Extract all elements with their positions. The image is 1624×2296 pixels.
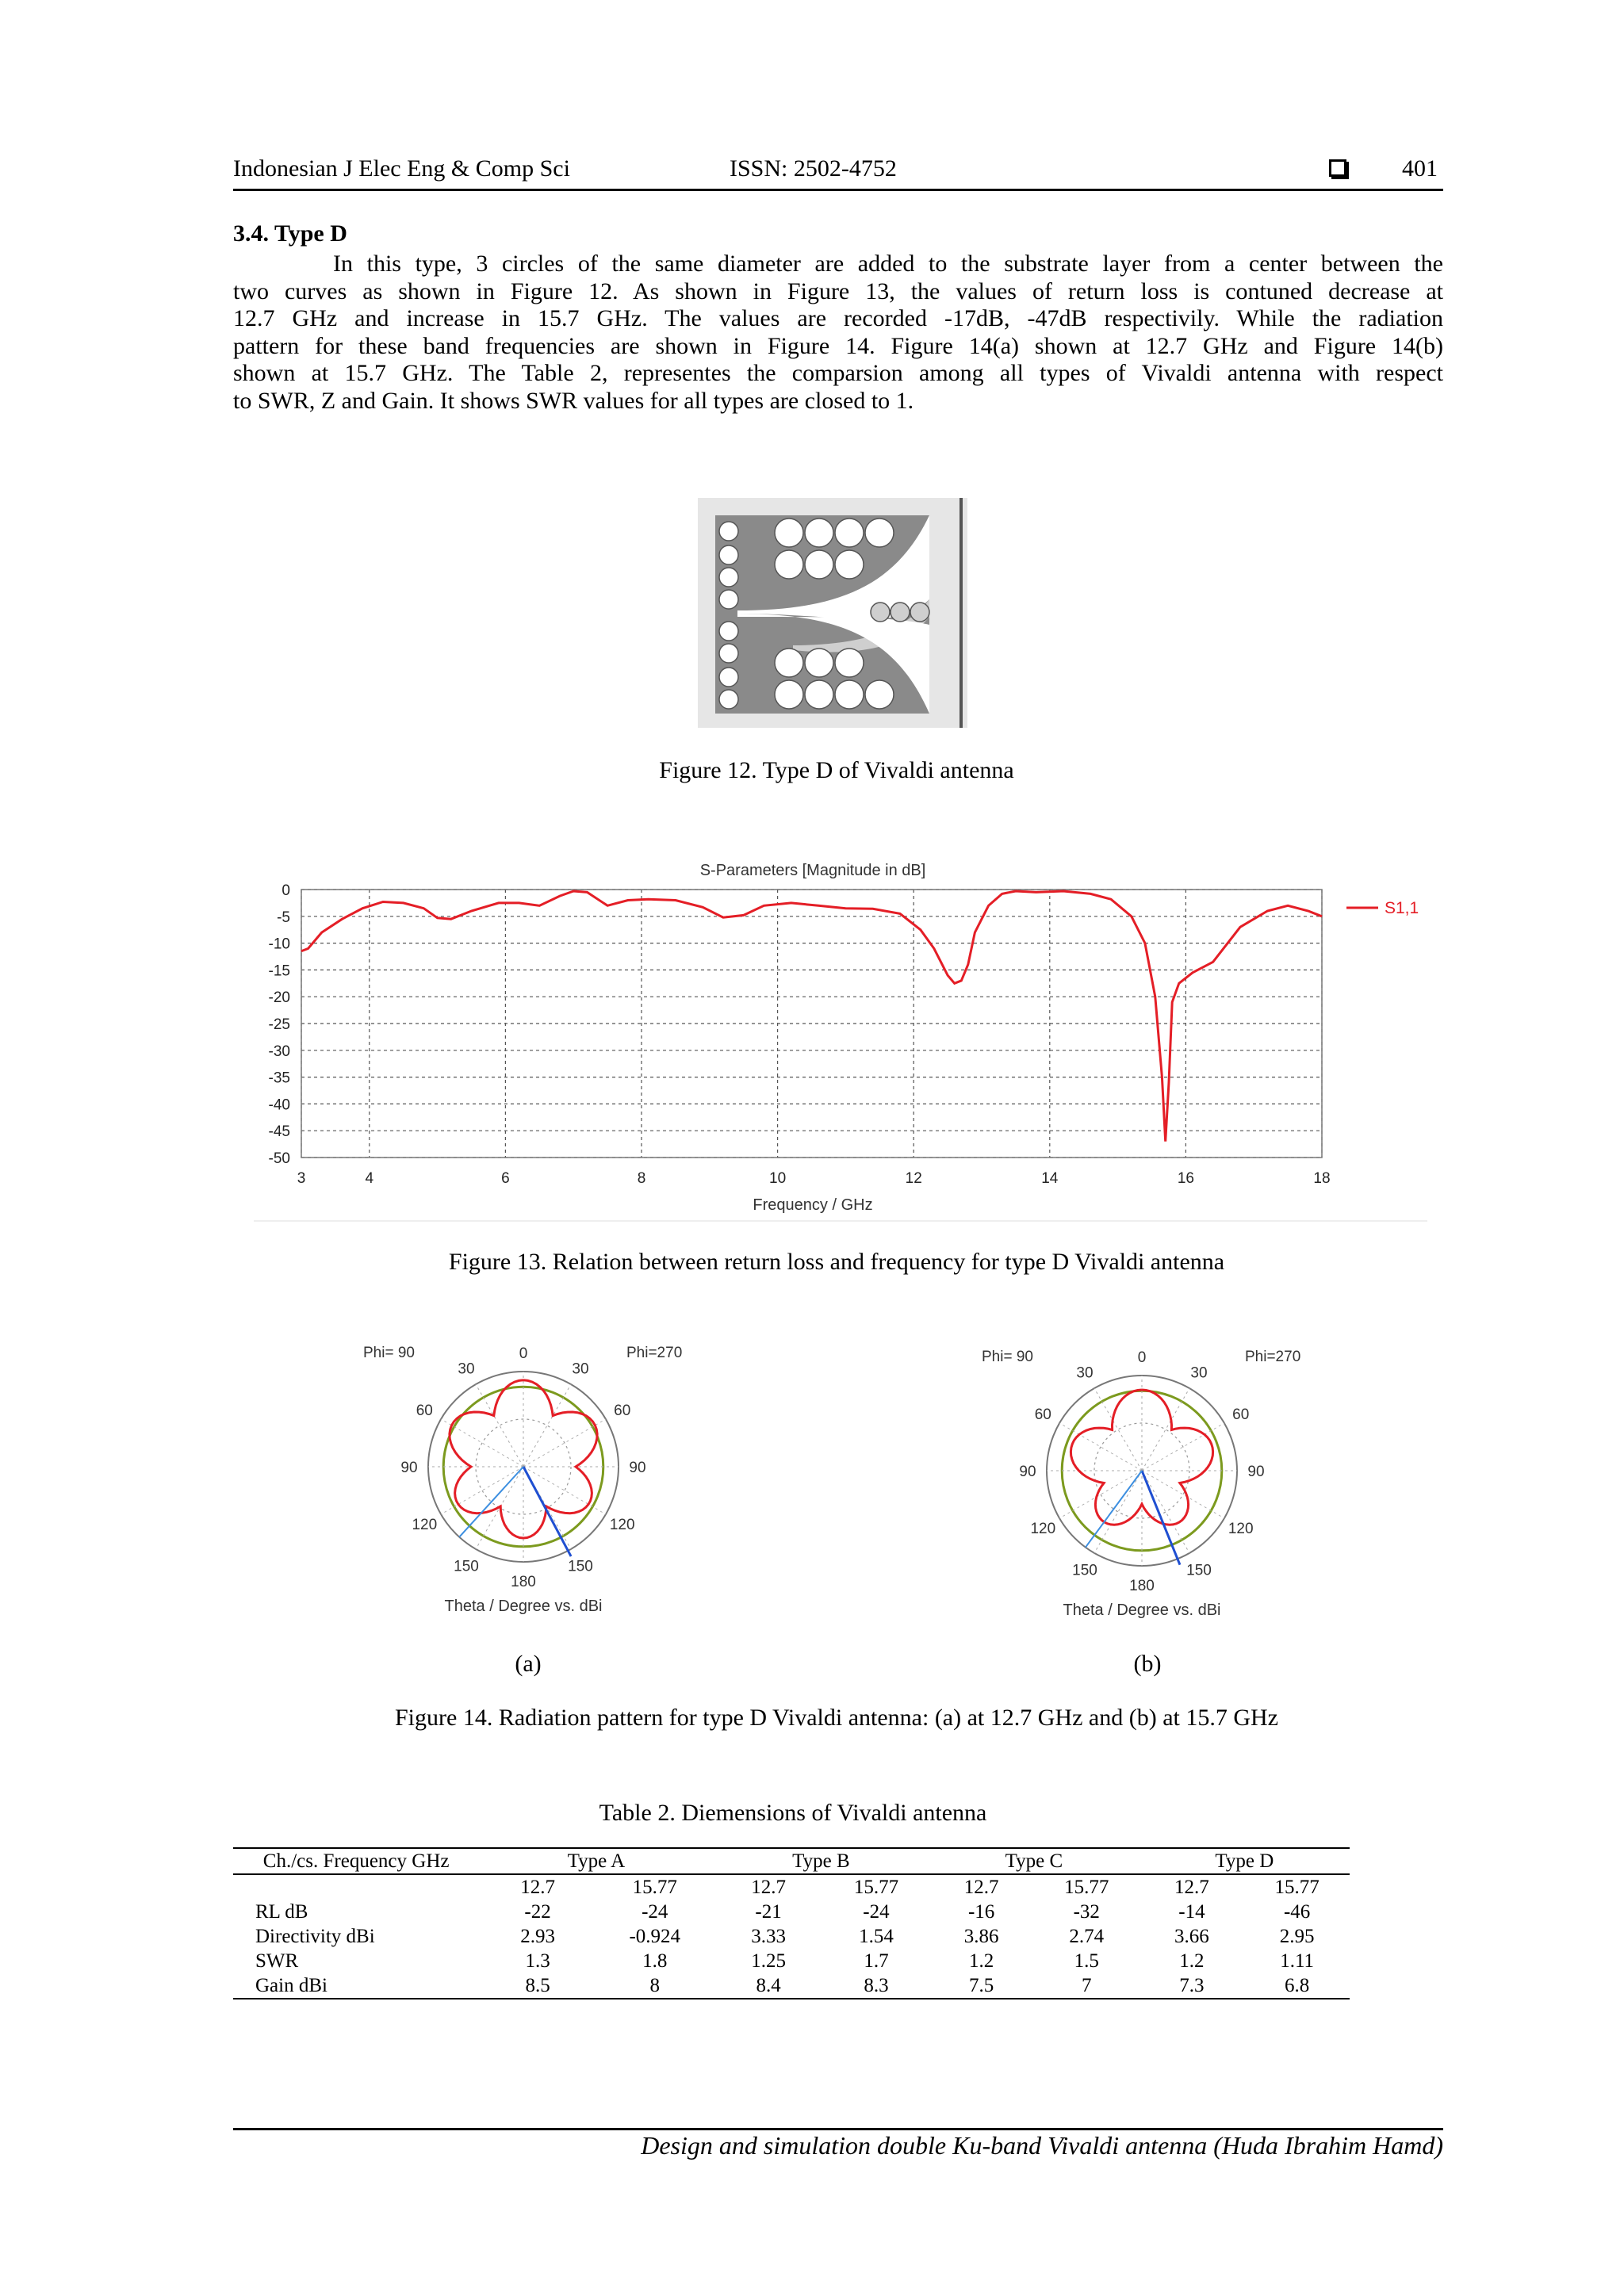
- x-tick-label: 16: [1177, 1170, 1194, 1187]
- table-cell: 1.11: [1280, 1950, 1315, 1972]
- x-tick-label: 18: [1313, 1170, 1331, 1187]
- table-cell: -21: [755, 1901, 782, 1923]
- table-cell: 12.7: [751, 1877, 786, 1898]
- angle-label: 150: [1072, 1562, 1097, 1579]
- angle-label: 150: [454, 1558, 479, 1575]
- table-cell: -16: [967, 1901, 995, 1923]
- table-cell: 12.7: [1174, 1877, 1209, 1898]
- angle-label: 180: [511, 1574, 536, 1590]
- figure13-caption: Figure 13. Relation between return loss and frequency for type D Vivaldi antenna: [448, 1249, 1225, 1275]
- header-rule: [233, 189, 1443, 191]
- table-cell: 15.77: [1274, 1877, 1320, 1898]
- table-cell: SWR: [255, 1950, 299, 1972]
- table-cell: 15.77: [1064, 1877, 1109, 1898]
- table-row: [233, 1924, 1350, 1949]
- table-row: [233, 1900, 1350, 1924]
- table-cell: -14: [1178, 1901, 1205, 1923]
- x-tick-label: 4: [365, 1170, 374, 1187]
- y-tick-label: -20: [268, 989, 290, 1007]
- x-tick-label: 12: [905, 1170, 922, 1187]
- angle-label: 90: [1019, 1464, 1036, 1480]
- angle-label: 30: [458, 1360, 475, 1378]
- angle-label: 60: [1232, 1406, 1250, 1423]
- y-tick-label: -30: [268, 1043, 290, 1060]
- phi-right-label: Phi=270: [626, 1345, 683, 1361]
- angle-label: 90: [1247, 1464, 1265, 1480]
- table-header-cell: Type B: [714, 1848, 929, 1874]
- table-cell: 12.7: [963, 1877, 999, 1898]
- paragraph-line: 12.7 GHz and increase in 15.7 GHz. The values are recorded -17dB, -47dB respectivily. While the radiation: [233, 305, 1443, 331]
- section-heading: 3.4. Type D: [233, 220, 347, 247]
- footer-text: Design and simulation double Ku-band Vivaldi antenna (Huda Ibrahim Hamd): [641, 2131, 1443, 2160]
- figure14-label-a: (a): [515, 1651, 542, 1677]
- y-tick-label: 0: [282, 882, 290, 899]
- table-cell: 12.7: [520, 1877, 555, 1898]
- paragraph-line: In this type, 3 circles of the same diameter are added to the substrate layer from a center between the: [333, 251, 1443, 277]
- angle-label: 0: [1137, 1349, 1147, 1366]
- table2: [233, 1847, 1350, 1999]
- header-issn: ISSN: 2502-4752: [730, 155, 897, 182]
- angle-label: 150: [1186, 1562, 1212, 1579]
- angle-label: 60: [1034, 1406, 1051, 1423]
- table-cell: 1.5: [1074, 1950, 1099, 1972]
- x-tick-label: 10: [769, 1170, 787, 1187]
- table-cell: 8.3: [824, 1973, 929, 1999]
- paragraph-line: to SWR, Z and Gain. It shows SWR values for all types are closed to 1.: [233, 387, 914, 414]
- table-cell: 1.2: [1179, 1950, 1205, 1972]
- phi-left-label: Phi= 90: [982, 1349, 1033, 1365]
- chart-title: S-Parameters [Magnitude in dB]: [699, 862, 926, 879]
- paragraph-line: two curves as shown in Figure 12. As shown in Figure 13, the values of return loss is contuned decrease at: [233, 277, 1443, 304]
- y-tick-label: -5: [277, 909, 290, 926]
- radiation-pattern-a: [357, 1340, 706, 1633]
- header-journal: Indonesian J Elec Eng & Comp Sci: [233, 155, 570, 182]
- table-row: [233, 1949, 1350, 1973]
- table-cell: 1.2: [968, 1950, 994, 1972]
- y-tick-label: -45: [268, 1123, 290, 1141]
- x-tick-label: 8: [637, 1170, 646, 1187]
- angle-label: 120: [1030, 1521, 1056, 1537]
- y-tick-label: -50: [268, 1150, 290, 1167]
- angle-label: 30: [1190, 1364, 1208, 1382]
- figure14-caption: Figure 14. Radiation pattern for type D Vivaldi antenna: (a) at 12.7 GHz and (b) at 15.7 GHz: [395, 1705, 1278, 1731]
- table-header-cell: Type A: [479, 1848, 713, 1874]
- figure14-label-b: (b): [1133, 1651, 1162, 1677]
- angle-label: 90: [400, 1460, 418, 1476]
- angle-spoke: [1094, 1388, 1142, 1471]
- figure12-caption: Figure 12. Type D of Vivaldi antenna: [659, 757, 1014, 783]
- table-cell: 1.25: [751, 1950, 786, 1972]
- table-cell: 3.86: [963, 1926, 999, 1947]
- theta-label: Theta / Degree vs. dBi: [444, 1598, 603, 1615]
- table-cell: -24: [863, 1901, 890, 1923]
- table-header-cell: Type C: [929, 1848, 1139, 1874]
- beamwidth-line: [459, 1467, 523, 1537]
- y-tick-label: -35: [268, 1070, 290, 1087]
- paragraph-line: shown at 15.7 GHz. The Table 2, representes the comparsion among all types of Vivaldi antenna with respect: [233, 360, 1443, 386]
- angle-label: 150: [568, 1558, 593, 1575]
- table-cell: 7.3: [1139, 1973, 1245, 1999]
- y-axis-ticks: [269, 882, 290, 1167]
- beamwidth-line: [1086, 1471, 1142, 1548]
- x-axis-ticks: [297, 1170, 1331, 1187]
- y-tick-label: -40: [268, 1096, 290, 1114]
- y-tick-label: -25: [268, 1016, 290, 1033]
- angle-label: 60: [416, 1402, 433, 1419]
- x-tick-label: 6: [501, 1170, 510, 1187]
- table-cell: 2.95: [1279, 1926, 1315, 1947]
- table-header-cell: Type D: [1139, 1848, 1350, 1874]
- table-cell: 2.74: [1069, 1926, 1105, 1947]
- angle-label: 180: [1129, 1578, 1155, 1594]
- phi-left-label: Phi= 90: [363, 1345, 415, 1361]
- table-cell: 8.5: [479, 1973, 596, 1999]
- angle-spoke: [1142, 1388, 1189, 1471]
- table-cell: -46: [1283, 1901, 1311, 1923]
- angle-label: 60: [614, 1402, 631, 1419]
- x-tick-label: 14: [1041, 1170, 1059, 1187]
- table-header-row: [233, 1848, 1350, 1874]
- table-cell: -32: [1073, 1901, 1100, 1923]
- x-tick-label: 3: [297, 1170, 306, 1187]
- table-cell: Gain dBi: [233, 1973, 479, 1999]
- table-cell: -24: [642, 1901, 668, 1923]
- y-tick-label: -15: [268, 962, 290, 980]
- table-freq-row: [233, 1874, 1350, 1900]
- table-cell: -0.924: [629, 1926, 681, 1947]
- table-cell: 3.33: [751, 1926, 786, 1947]
- theta-label: Theta / Degree vs. dBi: [1063, 1601, 1221, 1619]
- angle-label: 30: [572, 1360, 589, 1378]
- table-cell: 1.8: [642, 1950, 668, 1972]
- phi-right-label: Phi=270: [1245, 1349, 1301, 1365]
- table-cell: 1.54: [859, 1926, 894, 1947]
- square-bullet-icon: [1329, 159, 1346, 177]
- table-cell: -22: [524, 1901, 551, 1923]
- angle-label: 120: [609, 1517, 635, 1533]
- table-cell: 1.3: [525, 1950, 550, 1972]
- table-cell: 8.4: [714, 1973, 824, 1999]
- table-header-cell: Ch./cs. Frequency GHz: [233, 1848, 479, 1874]
- table-cell: 15.77: [853, 1877, 899, 1898]
- section-paragraph: [233, 251, 1443, 415]
- angle-label: 90: [629, 1460, 646, 1476]
- table-cell: 6.8: [1244, 1973, 1350, 1999]
- table-cell: 7: [1034, 1973, 1139, 1999]
- chart-grid: [301, 890, 1322, 1158]
- angle-label: 120: [412, 1517, 438, 1533]
- table2-title: Table 2. Diemensions of Vivaldi antenna: [599, 1800, 987, 1826]
- table-cell: 1.7: [864, 1950, 889, 1972]
- table-cell: 7.5: [929, 1973, 1034, 1999]
- table-cell: RL dB: [255, 1901, 308, 1923]
- legend-s11: S1,1: [1385, 899, 1419, 917]
- page-number: 401: [1402, 155, 1438, 182]
- table-cell: [233, 1874, 479, 1900]
- table-cell: 2.93: [520, 1926, 555, 1947]
- table-cell: 15.77: [632, 1877, 677, 1898]
- table-cell: 3.66: [1174, 1926, 1209, 1947]
- x-axis-label: Frequency / GHz: [753, 1196, 873, 1214]
- paragraph-line: pattern for these band frequencies are shown in Figure 14. Figure 14(a) shown at 12.7 GHz and Figure 14(b): [233, 332, 1443, 359]
- angle-label: 120: [1228, 1521, 1254, 1537]
- angle-label: 0: [519, 1345, 528, 1362]
- table-cell: Directivity dBi: [255, 1926, 375, 1947]
- vivaldi-antenna-image: [698, 498, 967, 728]
- angle-label: 30: [1076, 1364, 1094, 1382]
- radiation-pattern-b: [975, 1344, 1324, 1637]
- table-row: [233, 1973, 1350, 1999]
- y-tick-label: -10: [268, 936, 290, 953]
- s-parameter-chart: [254, 858, 1427, 1223]
- table-cell: 8: [596, 1973, 714, 1999]
- footer-rule: [233, 2128, 1443, 2130]
